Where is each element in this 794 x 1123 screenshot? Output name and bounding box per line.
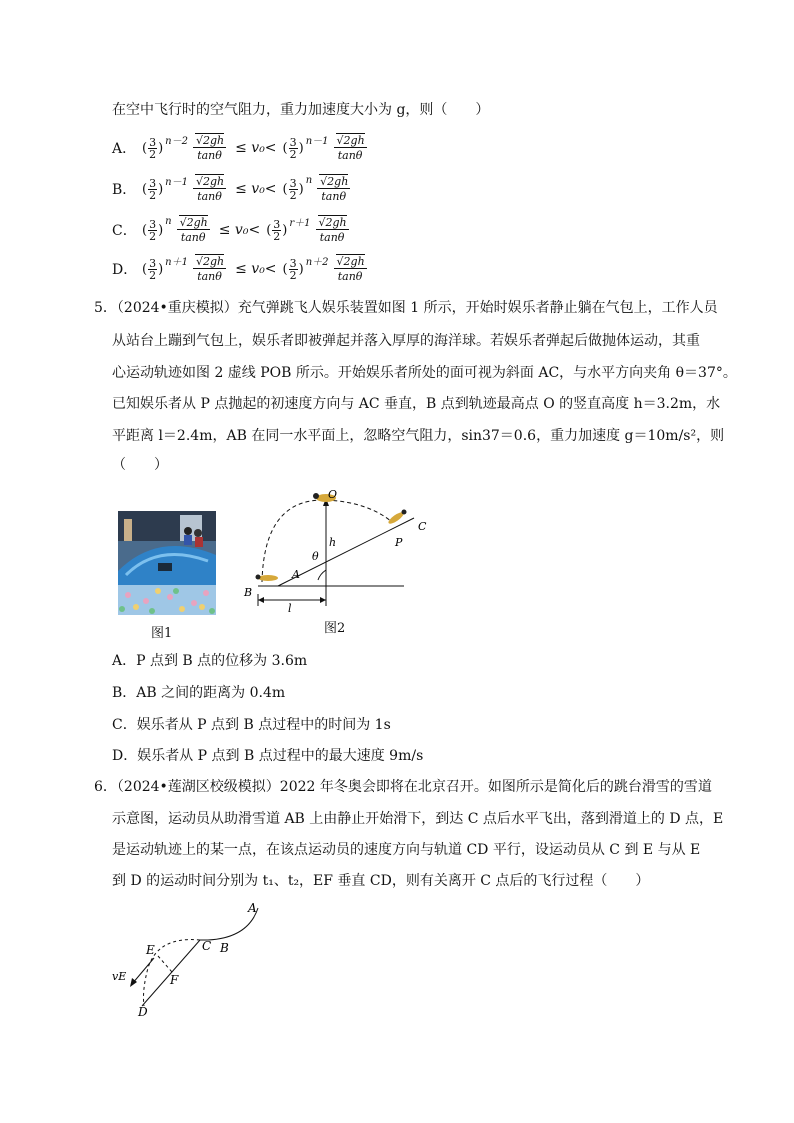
q6-label-B: B [220, 941, 229, 955]
fig2-label-B: B [244, 586, 253, 599]
figure-1-caption: 图1 [151, 626, 173, 641]
q4-option-c [112, 216, 352, 244]
q6-label-A: A [248, 901, 257, 915]
left-bound: ( $\frac{3}{2}$ ) n－2 $\frac{√2gh}{\tan\theta}$ [142, 134, 225, 162]
q5-line-2: 从站台上蹦到气包上，娱乐者即被弹起并落入厚厚的海洋球。若娱乐者弹起后做抛体运动，其重 [112, 333, 700, 349]
right-bound: ( $\frac{3}{2}$ ) r＋1 $\frac{√2gh}{\tan\theta}$ [266, 216, 347, 244]
fig2-label-C: C [418, 520, 427, 533]
right-bound: ( $\frac{3}{2}$ ) n－1 $\frac{√2gh}{\tan\theta}$ [282, 134, 365, 162]
option-letter: C． [112, 223, 137, 239]
figure-1-photo [118, 511, 216, 615]
q6-line-4: 到 D 的运动时间分别为 t₁、t₂，EF 垂直 CD，则有关离开 C 点后的飞行过程（ ） [112, 873, 650, 889]
q5-option-d: D．娱乐者从 P 点到 B 点过程中的最大速度 9m/s [112, 748, 424, 764]
q6-line-3: 是运动轨迹上的某一点，在该点运动员的速度方向与轨道 CD 平行，设运动员从 C 到 E 与从 E [112, 842, 701, 858]
right-bound: ( $\frac{3}{2}$ ) n $\frac{√2gh}{\tan\theta}$ [282, 174, 349, 203]
right-bound: ( $\frac{3}{2}$ ) n＋2 $\frac{√2gh}{\tan\theta}$ [282, 255, 365, 283]
fig2-label-h: h [329, 536, 337, 549]
inequality: ≤ v₀< [235, 140, 277, 156]
inequality: ≤ v₀< [218, 222, 261, 238]
q5-line-4: 已知娱乐者从 P 点抛起的初速度方向与 AC 垂直，B 点到轨迹最高点 O 的竖直高度 h＝3.2m，水 [112, 396, 721, 412]
q5-line-6: （ ） [112, 457, 168, 473]
q6-label-C: C [202, 939, 212, 953]
q6-line-2: 示意图，运动员从助滑雪道 AB 上由静止开始滑下，到达 C 点后水平飞出，落到滑道上的 D 点，E [112, 811, 724, 827]
q5-option-b: B．AB 之间的距离为 0.4m [112, 685, 286, 701]
q4-stem-tail: 在空中飞行时的空气阻力，重力加速度大小为 g，则（ ） [112, 102, 490, 118]
fig2-label-O: O [328, 488, 338, 501]
left-bound: ( $\frac{3}{2}$ ) n $\frac{√2gh}{\tan\theta}$ [142, 215, 208, 244]
q5-line-3: 心运动轨迹如图 2 虚线 POB 所示。开始娱乐者所处的面可视为斜面 AC，与水平方向夹角 θ＝37°。 [112, 365, 737, 381]
inequality: ≤ v₀< [235, 181, 277, 197]
q5-line-1: 5．（2024•重庆模拟）充气弹跳飞人娱乐装置如图 1 所示，开始时娱乐者静止躺在气包上，工作人员 [94, 300, 718, 316]
q6-label-D: D [138, 1005, 148, 1019]
q4-option-d [112, 255, 370, 283]
inequality: ≤ v₀< [235, 261, 277, 277]
q5-option-c: C．娱乐者从 P 点到 B 点过程中的时间为 1s [112, 717, 391, 733]
q4-option-a [112, 134, 370, 162]
fig2-label-l: l [288, 602, 292, 614]
left-bound: ( $\frac{3}{2}$ ) n＋1 $\frac{√2gh}{\tan\theta}$ [142, 255, 225, 283]
fig2-label-P: P [395, 536, 403, 549]
q6-line-1: 6．（2024•莲湖区校级模拟）2022 年冬奥会即将在北京召开。如图所示是简化后的跳台滑雪的雪道 [94, 779, 712, 795]
figure-2-diagram [238, 484, 438, 614]
q5-option-a: A．P 点到 B 点的位移为 3.6m [112, 653, 308, 669]
q5-line-5: 平距离 l＝2.4m，AB 在同一水平面上，忽略空气阻力，sin37＝0.6，重力加速度 g＝10m/s²，则 [112, 428, 725, 444]
fig2-label-A: A [292, 568, 300, 581]
q6-label-F: F [170, 973, 179, 987]
q4-option-b [112, 175, 353, 203]
left-bound: ( $\frac{3}{2}$ ) n－1 $\frac{√2gh}{\tan\theta}$ [142, 175, 225, 203]
q6-label-E: E [146, 943, 155, 957]
option-letter: A． [112, 141, 137, 157]
q6-ski-jump-diagram [108, 898, 278, 1020]
figure-2-caption: 图2 [324, 621, 346, 636]
q6-label-vE: vE [112, 970, 127, 983]
option-letter: D． [112, 262, 138, 278]
fig2-label-theta: θ [312, 550, 319, 563]
option-letter: B． [112, 182, 137, 198]
